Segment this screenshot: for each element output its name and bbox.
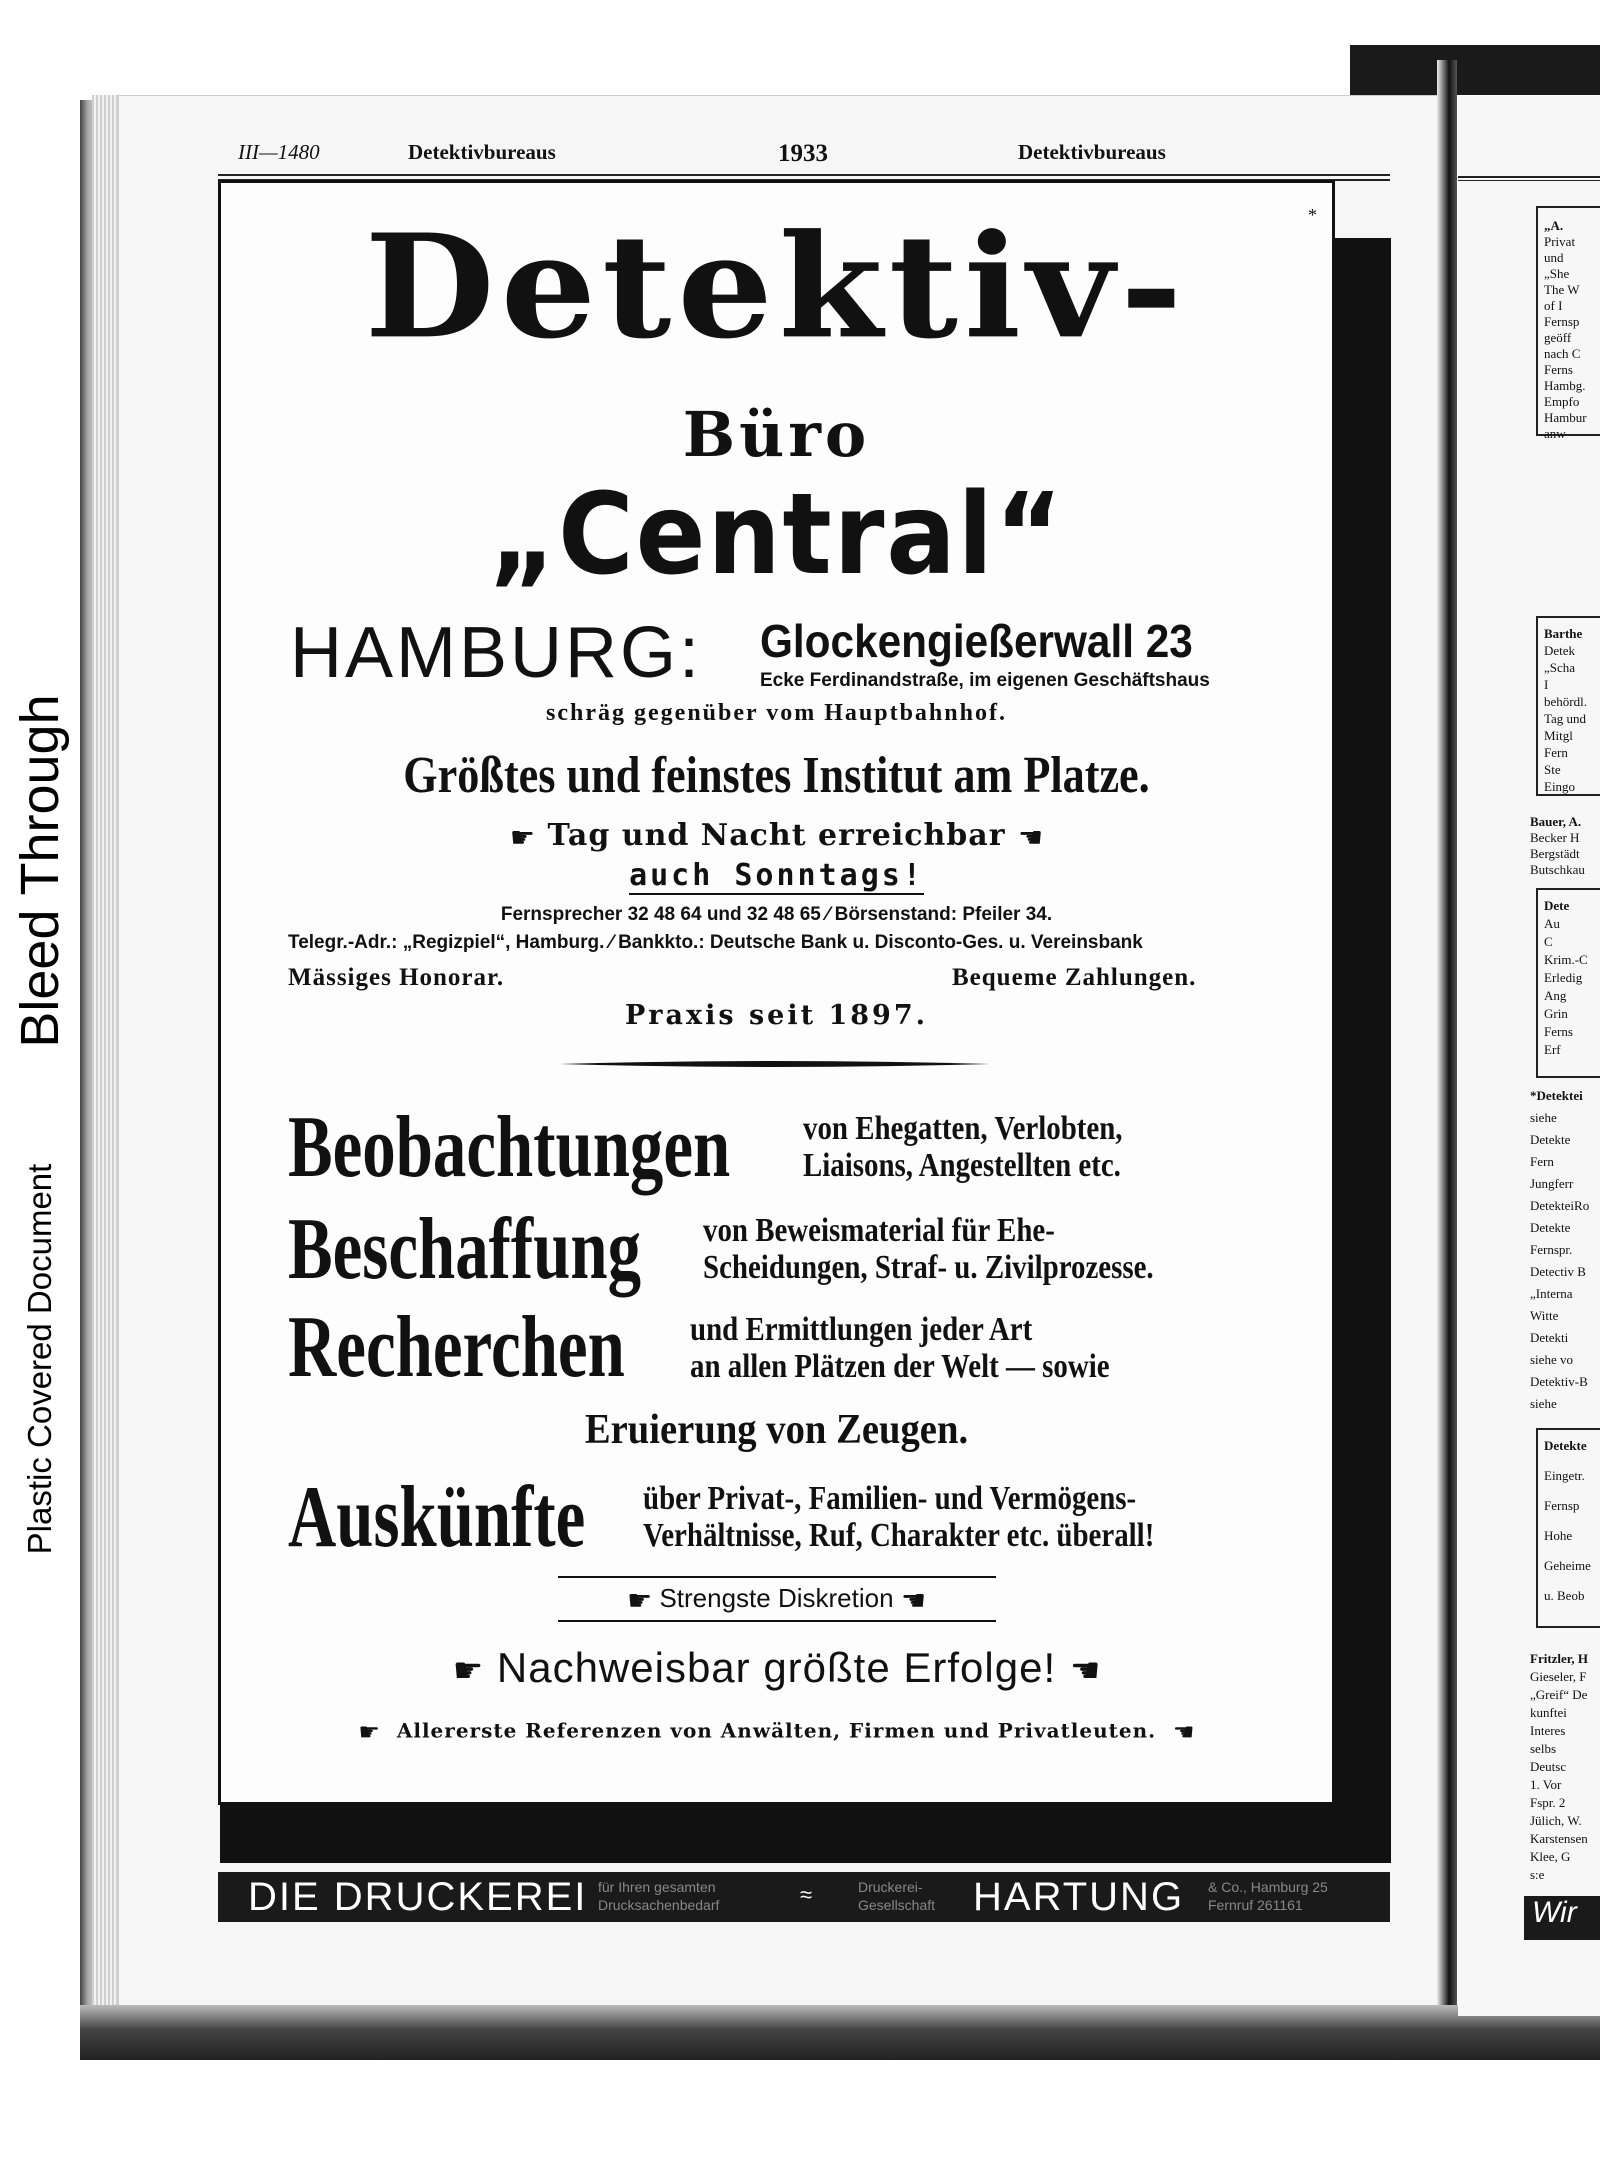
ad-headline: Detektiv- xyxy=(364,203,1189,371)
pointing-hand-icon: ☛ xyxy=(627,1583,653,1617)
section-title-right: Detektivbureaus xyxy=(1018,140,1166,164)
running-header xyxy=(238,140,1398,170)
right-page-text-line: Erledig xyxy=(1544,970,1583,985)
right-page-text-line: Grin xyxy=(1544,1006,1568,1021)
service-title: Beobachtungen xyxy=(288,1099,731,1196)
right-page-text-line: Dete xyxy=(1544,898,1570,913)
practice-since: Praxis seit 1897. xyxy=(624,1000,929,1031)
service-title: Auskünfte xyxy=(288,1469,586,1566)
note-line: Fernruf 261161 xyxy=(1208,1897,1303,1913)
right-page-text-line: u. Beob xyxy=(1544,1588,1585,1603)
right-page-text-line: und xyxy=(1544,250,1564,265)
right-page-text-line: 1. Vor xyxy=(1530,1777,1562,1792)
note-line: Gesellschaft xyxy=(858,1897,936,1913)
pointing-hand-icon: ☛ xyxy=(1016,820,1044,854)
discretion-rule-top xyxy=(558,1576,996,1578)
ad-subhead: Büro xyxy=(682,398,871,471)
right-page-text-line: „Greif“ De xyxy=(1530,1687,1588,1702)
service-description xyxy=(690,1311,1110,1386)
right-page-text-line: Detectiv B xyxy=(1530,1264,1586,1279)
discretion-rule-bottom xyxy=(558,1620,996,1622)
scan-corner-shadow xyxy=(1350,45,1600,95)
right-page-text-line: I xyxy=(1544,677,1549,692)
right-page-banner: Wir xyxy=(1524,1896,1600,1940)
printer-banner-note xyxy=(858,1878,935,1914)
right-page-text-line: Klee, G xyxy=(1530,1849,1571,1864)
right-page-text-line: Butschkau xyxy=(1530,862,1585,877)
right-page-text-line: geöff xyxy=(1544,330,1572,345)
section-title-left: Detektivbureaus xyxy=(408,140,556,164)
book-bottom-edge xyxy=(80,2005,1600,2060)
right-page-text-line: Karstensen xyxy=(1530,1831,1588,1846)
right-page-text-line: Ste xyxy=(1544,762,1561,777)
right-page-text-line: Fernsp xyxy=(1544,314,1580,329)
right-page xyxy=(1458,96,1600,2016)
right-page-text-line: The W xyxy=(1544,282,1580,297)
city: HAMBURG: xyxy=(290,613,703,693)
success-text: Nachweisbar größte Erfolge! xyxy=(496,1644,1057,1691)
right-page-text-line: Krim.-C xyxy=(1544,952,1588,967)
right-page-text-line: Detekte xyxy=(1530,1220,1571,1235)
right-page-text-line: Bauer, A. xyxy=(1530,814,1582,829)
service-desc-line: Verhältnisse, Ruf, Charakter etc. überall! xyxy=(643,1517,1155,1555)
payment-note: Bequeme Zahlungen. xyxy=(952,964,1197,991)
note-line: für Ihren gesamten xyxy=(598,1879,716,1895)
right-page-text-line: siehe vo xyxy=(1530,1352,1573,1367)
right-page-text-line: „Scha xyxy=(1544,660,1576,675)
book-gutter xyxy=(1437,60,1457,2020)
service-description xyxy=(803,1110,1123,1185)
references-line xyxy=(218,1718,1335,1746)
star-mark: * xyxy=(1308,205,1317,225)
printer-banner-note xyxy=(598,1878,719,1914)
right-page-text-line: Hohe xyxy=(1544,1528,1573,1543)
right-page-text-line: Eingetr. xyxy=(1544,1468,1585,1483)
year: 1933 xyxy=(778,140,828,167)
annotation-strip xyxy=(0,0,80,2177)
printer-banner-left: DIE DRUCKEREI xyxy=(248,1875,588,1919)
right-page-text-line: siehe xyxy=(1530,1110,1557,1125)
right-page-text-line: anw xyxy=(1544,426,1566,441)
service-desc-line: Scheidungen, Straf- u. Zivilprozesse. xyxy=(703,1249,1154,1287)
right-page-text-line: Empfo xyxy=(1544,394,1580,409)
availability-line xyxy=(218,818,1335,854)
right-page-text-line: Erf xyxy=(1544,1042,1561,1057)
discretion-text: Strengste Diskretion xyxy=(659,1583,894,1613)
right-page-text-line: Ferns xyxy=(1544,1024,1573,1039)
service-desc-line: Liaisons, Angestellten etc. xyxy=(803,1147,1121,1185)
right-page-text-line: Privat xyxy=(1544,234,1576,249)
right-page-text-line: kunftei xyxy=(1530,1705,1567,1720)
right-page-text-line: Gieseler, F xyxy=(1530,1669,1587,1684)
right-page-text-line: selbs xyxy=(1530,1741,1556,1756)
right-page-rule xyxy=(1458,176,1600,181)
right-page-text-line: Jülich, W. xyxy=(1530,1813,1582,1828)
right-page-text-line: s:e xyxy=(1530,1867,1545,1882)
right-page-text-line: „A. xyxy=(1544,218,1564,233)
fee-note: Mässiges Honorar. xyxy=(288,964,505,991)
pointing-hand-icon: ☛ xyxy=(1068,1650,1101,1691)
right-page-text-line: Fernsp xyxy=(1544,1498,1580,1513)
service-desc-line: über Privat-, Familien- und Vermögens- xyxy=(643,1480,1137,1517)
witnesses-line: Eruierung von Zeugen. xyxy=(584,1407,969,1453)
plastic-covered-label: Plastic Covered Document xyxy=(21,1163,58,1555)
page-number: III—1480 xyxy=(238,140,320,164)
pointing-hand-icon: ☛ xyxy=(452,1650,485,1691)
right-page-text-line: *Detektei xyxy=(1530,1088,1583,1103)
right-page-text-line: Mitgl xyxy=(1544,728,1573,743)
right-page-text-line: Fernspr. xyxy=(1530,1242,1573,1257)
right-page-text-line: Interes xyxy=(1530,1723,1566,1738)
right-page-text-line: „She xyxy=(1544,266,1570,281)
location-note: schräg gegenüber vom Hauptbahnhof. xyxy=(546,700,1007,726)
service-title: Beschaffung xyxy=(288,1201,642,1298)
pointing-hand-icon: ☛ xyxy=(358,1718,381,1746)
printer-banner-note xyxy=(1208,1878,1328,1914)
right-page-text-line: of I xyxy=(1544,298,1563,313)
right-page-text-line: Hambg. xyxy=(1544,378,1586,393)
service-desc-line: an allen Plätzen der Welt — sowie xyxy=(690,1348,1110,1386)
bleed-through-label: Bleed Through xyxy=(10,694,70,1048)
right-page-text-line: Fern xyxy=(1530,1154,1554,1169)
agency-name: „Central“ xyxy=(488,470,1065,600)
discretion-line xyxy=(218,1583,1335,1617)
right-page-text-line: Fritzler, H xyxy=(1530,1651,1588,1666)
service-desc-line: von Ehegatten, Verlobten, xyxy=(803,1110,1123,1147)
telegraph-line: Telegr.-Adr.: „Regizpiel“, Hamburg. ⁄ Bankkto.: Deutsche Bank u. Disconto-Ges. u. Vereinsbank xyxy=(288,932,1143,953)
right-page-text-line: Tag und xyxy=(1544,711,1587,726)
printer-banner xyxy=(218,1872,1390,1922)
street-address: Glockengießerwall 23 xyxy=(760,615,1193,667)
service-title: Recherchen xyxy=(288,1299,625,1396)
wave-logo-icon: ≈ xyxy=(800,1882,813,1907)
swell-rule xyxy=(560,1060,990,1068)
ad-shadow-bottom xyxy=(220,1805,1390,1863)
right-page-text-line: DetekteiRo xyxy=(1530,1198,1590,1213)
availability-text: Tag und Nacht erreichbar xyxy=(547,818,1006,853)
service-description xyxy=(703,1212,1154,1287)
right-page-text-line: Detekte xyxy=(1544,1438,1587,1453)
service-desc-line: von Beweismaterial für Ehe- xyxy=(703,1212,1055,1249)
right-page-text-line: nach C xyxy=(1544,346,1581,361)
pointing-hand-icon: ☛ xyxy=(509,820,536,854)
right-page-text-line: Detekte xyxy=(1530,1132,1571,1147)
right-page-text-line: Detektiv-B xyxy=(1530,1374,1588,1389)
success-line xyxy=(218,1644,1335,1692)
right-page-text-line: Ang xyxy=(1544,988,1567,1003)
right-page-text-line: Fern xyxy=(1544,745,1568,760)
right-page-text-line: Detek xyxy=(1544,643,1576,658)
right-page-text-line: „Interna xyxy=(1530,1286,1573,1301)
printer-name: HARTUNG xyxy=(973,1875,1185,1919)
right-page-text-line: C xyxy=(1544,934,1553,949)
right-page-text-line: Eingo xyxy=(1544,779,1576,794)
ad-shadow-right xyxy=(1335,238,1391,1863)
right-page-text-line: Au xyxy=(1544,916,1560,931)
sunday-text: auch Sonntags! xyxy=(629,858,924,893)
note-line: & Co., Hamburg 25 xyxy=(1208,1879,1328,1895)
right-page-text-line: Witte xyxy=(1530,1308,1559,1323)
note-line: Drucksachenbedarf xyxy=(598,1897,720,1913)
right-page-text-line: Becker H xyxy=(1530,830,1580,845)
phone-line: Fernsprecher 32 48 64 und 32 48 65 ⁄ Börsenstand: Pfeiler 34. xyxy=(500,904,1053,925)
right-page-text-line: Geheime xyxy=(1544,1558,1591,1573)
right-page-text-line: Ferns xyxy=(1544,362,1573,377)
right-page-text-line: Detekti xyxy=(1530,1330,1569,1345)
right-page-text-line: Barthe xyxy=(1544,626,1583,641)
right-page-text-line: Jungferr xyxy=(1530,1176,1574,1191)
service-description xyxy=(643,1480,1154,1555)
right-page-text-line: Deutsc xyxy=(1530,1759,1567,1774)
service-desc-line: und Ermittlungen jeder Art xyxy=(690,1311,1033,1348)
right-page-text-line: Bergstädt xyxy=(1530,846,1580,861)
sunday-line xyxy=(218,858,1335,893)
references-text: Allererste Referenzen von Anwälten, Firmen und Privatleuten. xyxy=(396,1718,1157,1743)
right-page-text-line: behördl. xyxy=(1544,694,1587,709)
pointing-hand-icon: ☛ xyxy=(900,1583,926,1617)
right-page-text-line: Hambur xyxy=(1544,410,1587,425)
pointing-hand-icon: ☛ xyxy=(1172,1718,1195,1746)
right-page-text-line: siehe xyxy=(1530,1396,1557,1411)
address-detail: Ecke Ferdinandstraße, im eigenen Geschäftshaus xyxy=(760,670,1210,691)
right-page-text-line: Fspr. 2 xyxy=(1530,1795,1566,1810)
note-line: Druckerei- xyxy=(858,1879,923,1895)
institute-claim: Größtes und feinstes Institut am Platze. xyxy=(403,747,1150,804)
